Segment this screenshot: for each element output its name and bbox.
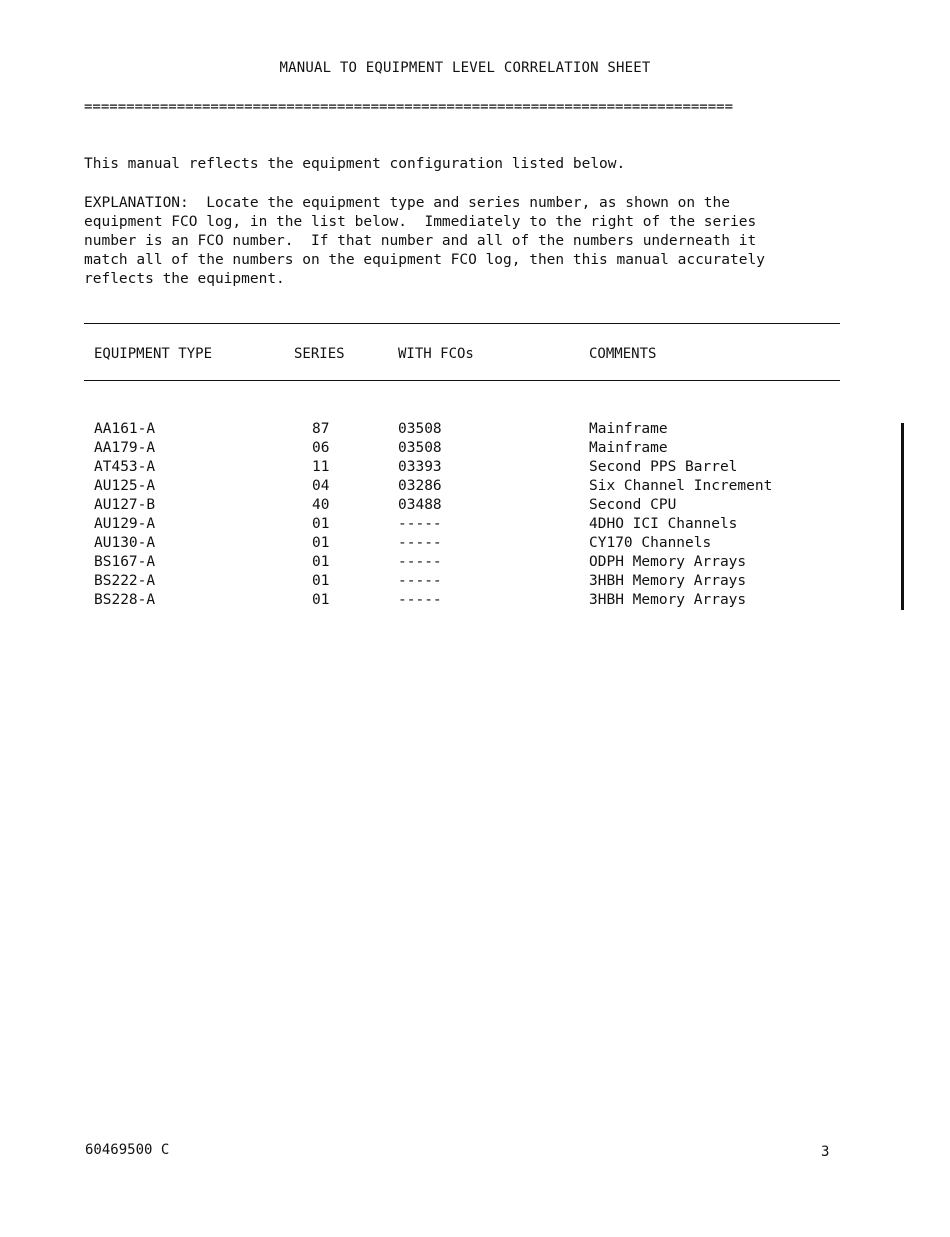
header-with-fcos: WITH FCOs [398,346,474,362]
intro-text: This manual reflects the equipment configuration listed below. [84,156,626,172]
header-comments: COMMENTS [589,346,657,362]
cell-series: 01 [312,535,330,551]
explanation-line: number is an FCO number. If that number and all of the numbers underneath it [84,233,757,249]
cell-equipment-type: AU127-B [94,497,156,513]
cell-fco: 03508 [398,421,442,437]
page-title: MANUAL TO EQUIPMENT LEVEL CORRELATION SHEET [279,60,651,76]
cell-equipment-type: BS167-A [94,554,156,570]
table-row [0,535,950,554]
cell-series: 01 [312,592,330,608]
document-number: 60469500 C [85,1142,170,1158]
cell-equipment-type: AU130-A [94,535,156,551]
table-row [0,592,950,611]
table-top-rule [84,323,840,324]
cell-fco: ----- [398,554,442,570]
cell-comments: ODPH Memory Arrays [589,554,747,570]
cell-series: 01 [312,516,330,532]
cell-comments: Mainframe [589,421,668,437]
explanation-line: EXPLANATION: Locate the equipment type and series number, as shown on the [84,195,731,211]
explanation-line: reflects the equipment. [84,271,285,287]
equipment-table-body [0,421,950,611]
cell-fco: 03286 [398,478,442,494]
cell-series: 06 [312,440,330,456]
explanation-paragraph [84,194,844,289]
cell-fco: ----- [398,535,442,551]
separator-line: ============================================================================= [84,99,734,115]
header-series: SERIES [294,346,345,362]
table-row [0,459,950,478]
table-row [0,478,950,497]
cell-equipment-type: AU125-A [94,478,156,494]
table-row [0,421,950,440]
cell-comments: 4DHO ICI Channels [589,516,738,532]
header-equipment-type: EQUIPMENT TYPE [94,346,213,362]
cell-fco: ----- [398,516,442,532]
cell-equipment-type: AA179-A [94,440,156,456]
cell-comments: Mainframe [589,440,668,456]
cell-comments: Second CPU [589,497,677,513]
cell-fco: ----- [398,573,442,589]
explanation-line: equipment FCO log, in the list below. Immediately to the right of the series [84,214,757,230]
cell-equipment-type: AA161-A [94,421,156,437]
cell-equipment-type: BS228-A [94,592,156,608]
cell-series: 87 [312,421,330,437]
cell-series: 04 [312,478,330,494]
cell-series: 01 [312,573,330,589]
table-row [0,440,950,459]
cell-equipment-type: AT453-A [94,459,156,475]
table-row [0,516,950,535]
cell-fco: 03393 [398,459,442,475]
cell-fco: ----- [398,592,442,608]
explanation-line: match all of the numbers on the equipment FCO log, then this manual accurately [84,252,765,268]
cell-comments: Second PPS Barrel [589,459,738,475]
page-number: 3 [821,1144,830,1160]
table-row [0,573,950,592]
cell-comments: CY170 Channels [589,535,712,551]
table-row [0,554,950,573]
cell-equipment-type: AU129-A [94,516,156,532]
cell-comments: 3HBH Memory Arrays [589,592,747,608]
cell-fco: 03508 [398,440,442,456]
cell-series: 40 [312,497,330,513]
cell-fco: 03488 [398,497,442,513]
revision-change-bar [901,423,904,610]
table-header-rule [84,380,840,381]
cell-equipment-type: BS222-A [94,573,156,589]
table-row [0,497,950,516]
cell-comments: Six Channel Increment [589,478,773,494]
cell-series: 01 [312,554,330,570]
cell-series: 11 [312,459,330,475]
cell-comments: 3HBH Memory Arrays [589,573,747,589]
